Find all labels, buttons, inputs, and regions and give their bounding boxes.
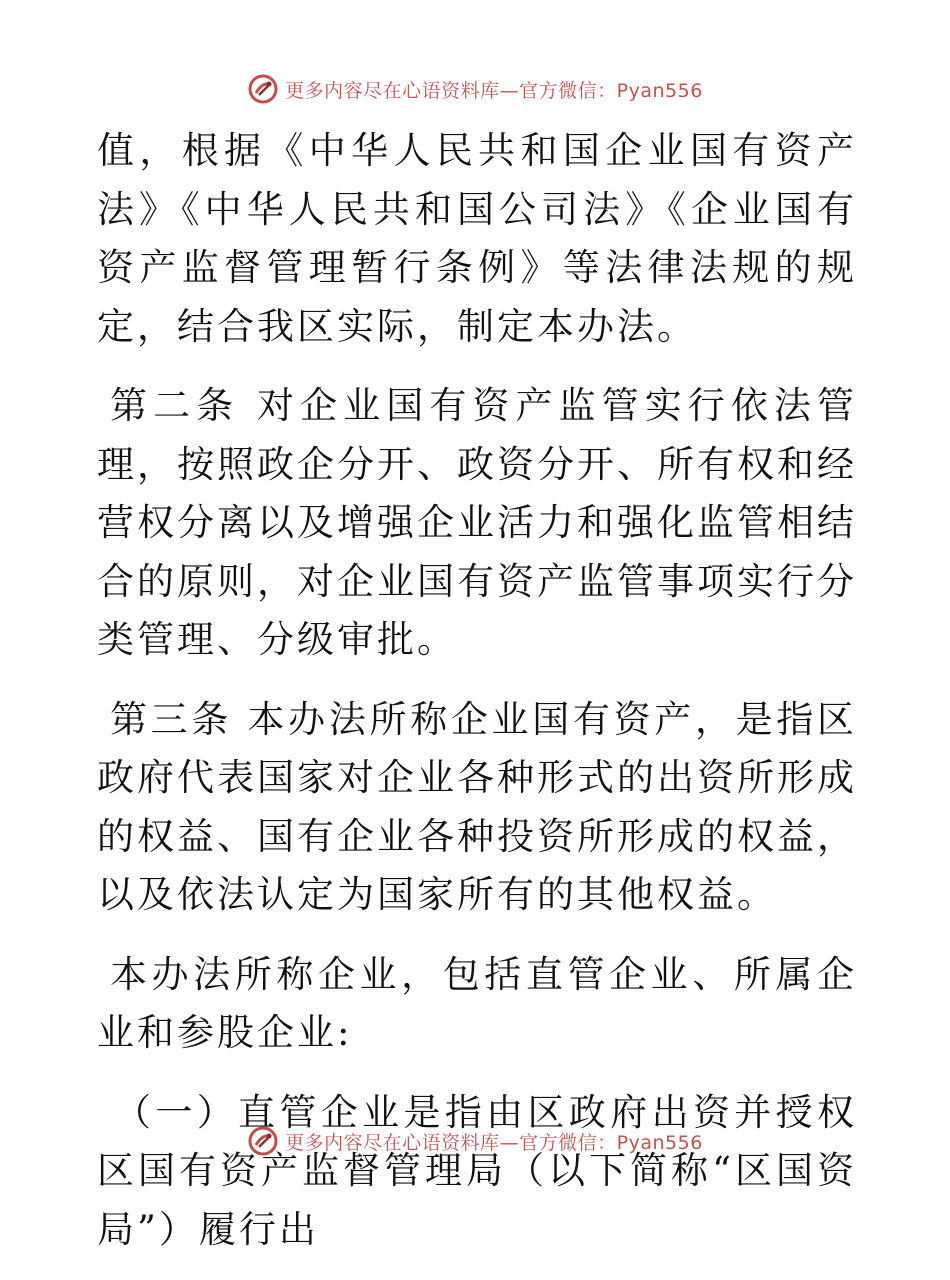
header-watermark: [0, 72, 950, 106]
paragraph: 本办法所称企业，包括直管企业、所属企业和参股企业:: [97, 952, 857, 1054]
watermark-wechat: 官方微信：Pyan556: [519, 79, 703, 102]
watermark-separator: —: [499, 79, 520, 102]
scroll-pen-logo-icon: [247, 1125, 279, 1157]
watermark-separator: —: [499, 1131, 520, 1154]
paragraph-article-2: 第二条 对企业国有资产监管实行依法管理，按照政企分开、政资分开、所有权和经营权分离以及增强企业活力和强化监管相结合的原则，对企业国有资产监管事项实行分类管理、分级审批。: [97, 384, 857, 661]
paragraph: 值，根据《中华人民共和国企业国有资产法》《中华人民共和国公司法》《企业国有资产监督管理暂行条例》等法律法规的规定，结合我区实际，制定本办法。: [97, 129, 857, 348]
watermark-wechat: 官方微信：Pyan556: [519, 1131, 703, 1154]
paragraph-item-1: （一）直管企业是指由区政府出资并授权区国有资产监督管理局（以下简称“区国资局”）履行出: [97, 1090, 857, 1251]
watermark-brand: 更多内容尽在心语资料库: [285, 79, 500, 102]
watermark-text: [285, 1128, 703, 1155]
scroll-pen-logo-icon: [247, 73, 279, 105]
watermark-brand: 更多内容尽在心语资料库: [285, 1131, 500, 1154]
paragraph-article-3: 第三条 本办法所称企业国有资产，是指区政府代表国家对企业各种形式的出资所形成的权益、国有企业各种投资所形成的权益，以及依法认定为国家所有的其他权益。: [97, 697, 857, 916]
footer-watermark: [0, 1124, 950, 1158]
watermark-text: [285, 76, 703, 103]
document-body: [97, 122, 857, 1280]
